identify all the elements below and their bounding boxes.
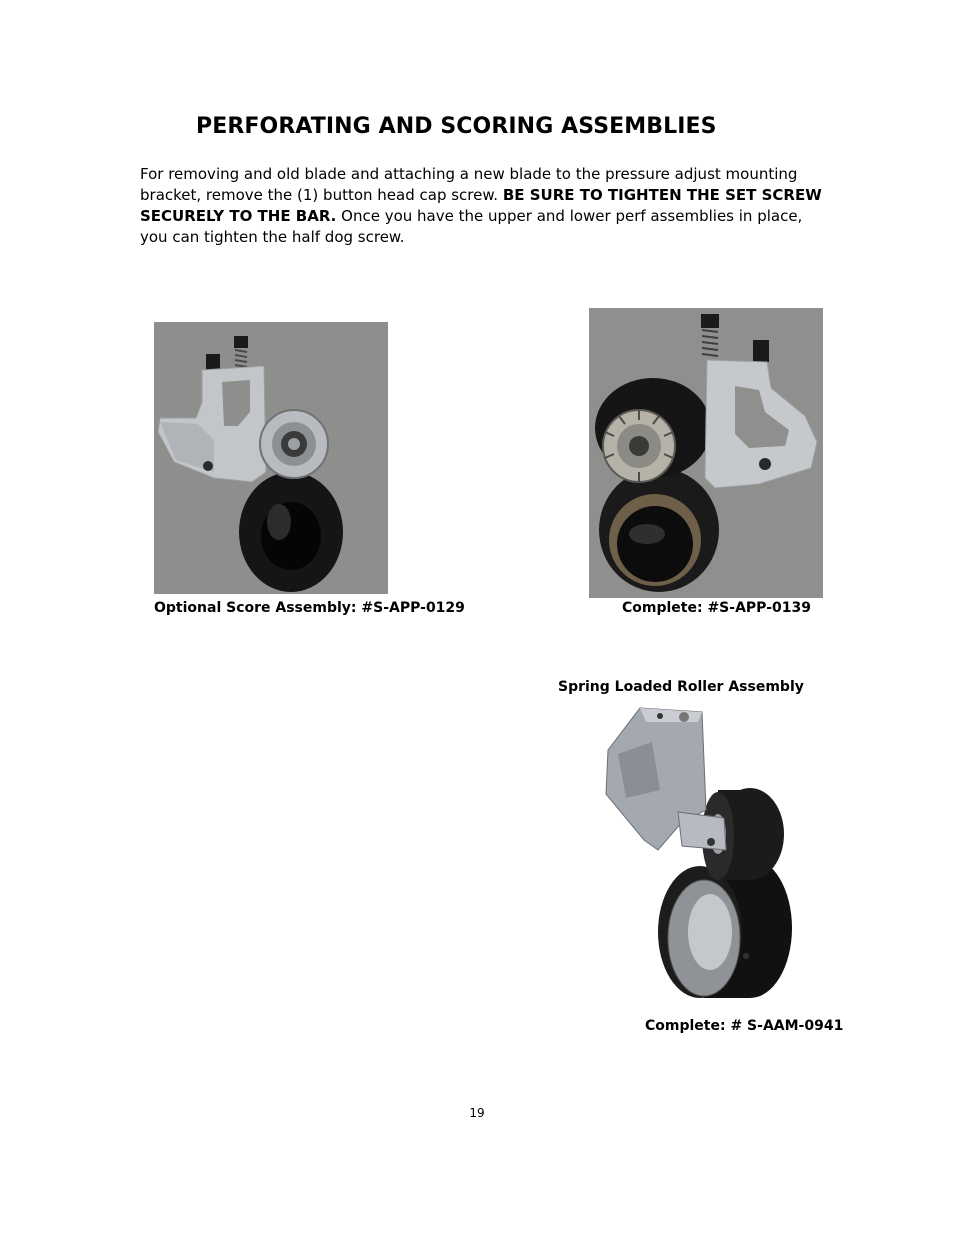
spring-roller-render xyxy=(600,700,800,1005)
page-title: PERFORATING AND SCORING ASSEMBLIES xyxy=(196,114,717,139)
instructions-paragraph xyxy=(140,164,830,248)
score-assembly-photo xyxy=(154,322,388,594)
perf-assembly-photo xyxy=(589,308,823,598)
spring-roller-caption: Complete: # S-AAM-0941 xyxy=(645,1018,844,1034)
instructions-text-2: Once you have the upper and lower perf assemblies in place, you can tighten the half dog screw. xyxy=(140,207,803,246)
instructions-text-1: For removing and old blade and attaching a new blade to the pressure adjust mounting bracket, remove the (1) button head cap screw. xyxy=(140,165,798,204)
instructions-bold-warning: BE SURE TO TIGHTEN THE SET SCREW SECURELY TO THE BAR. xyxy=(140,186,822,225)
spring-roller-title: Spring Loaded Roller Assembly xyxy=(558,679,804,695)
page-number: 19 xyxy=(469,1106,485,1120)
perf-assembly-caption: Complete: #S-APP-0139 xyxy=(622,600,811,616)
score-assembly-caption: Optional Score Assembly: #S-APP-0129 xyxy=(154,600,465,616)
